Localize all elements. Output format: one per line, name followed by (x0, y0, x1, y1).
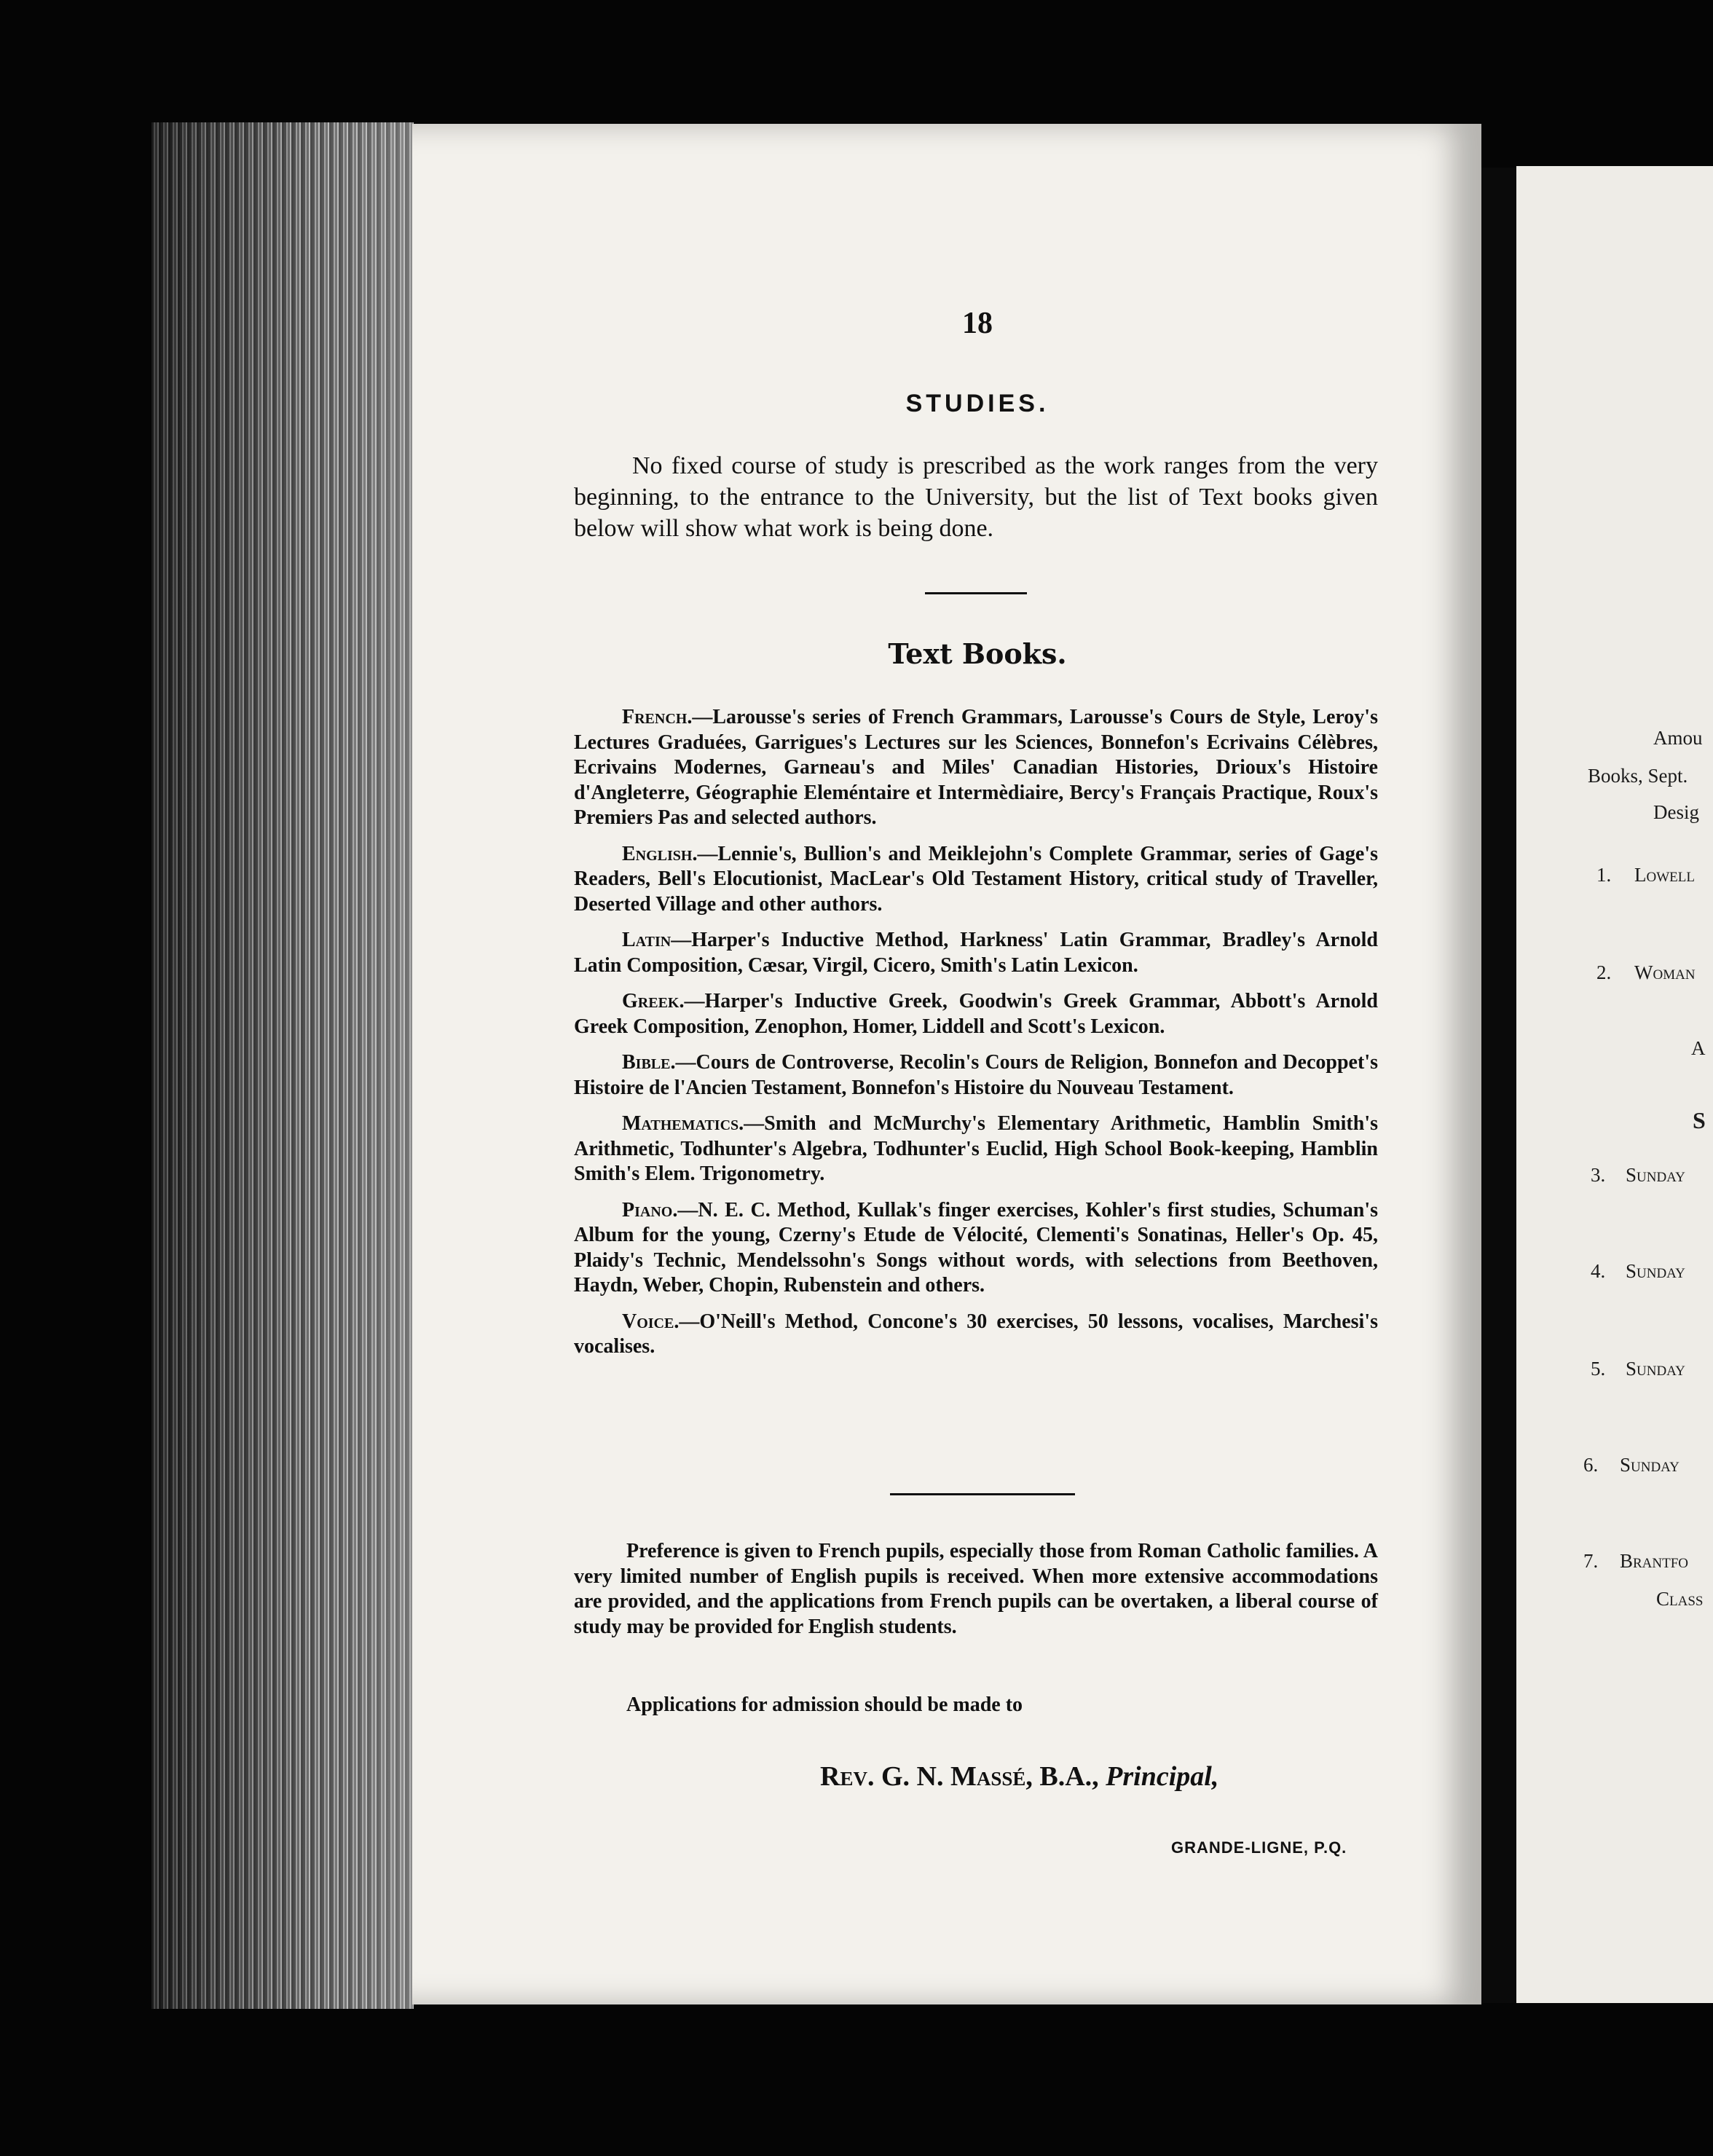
text-book-entry-french (574, 705, 1378, 831)
divider-rule (925, 592, 1027, 594)
next-page-text: Sunday (1626, 1164, 1685, 1186)
principal-name: Rev. G. N. Massé, B.A., (820, 1761, 1099, 1792)
text-books-heading: Text Books. (888, 637, 1067, 670)
next-page-text: 7. (1583, 1550, 1599, 1572)
subject-books: —Lennie's, Bullion's and Meiklejohn's Complete Grammar, series of Gage's Readers, Bell's Elocutionist, MacLear's Old Testament History, critical study of Traveller, Deserted Village and other authors. (574, 842, 1378, 916)
preference-note: Preference is given to French pupils, especially those from Roman Catholic families. A very limited number of English pupils is received. When more extensive accommodations are provided, and the applications from French pupils can be overtaken, a liberal course of study may be provided for English students. (574, 1540, 1378, 1638)
subject-books: —Harper's Inductive Method, Harkness' Latin Grammar, Bradley's Arnold Latin Composition, Cæsar, Virgil, Cicero, Smith's Latin Lexicon. (574, 929, 1378, 977)
next-page-text: 6. (1583, 1454, 1599, 1476)
next-page-text: Books, Sept. (1588, 765, 1688, 787)
subject-label: Bible. (622, 1051, 676, 1074)
subject-books: —O'Neill's Method, Concone's 30 exercises, 50 lessons, vocalises, Marchesi's vocalises. (574, 1310, 1378, 1358)
subject-label: French. (622, 706, 693, 728)
intro-paragraph: No fixed course of study is prescribed as the work ranges from the very beginning, to the entrance to the University, but the list of Text books given below will show what work is being done. (574, 452, 1378, 542)
book-page (412, 124, 1481, 2004)
book-page-edges (151, 122, 414, 2009)
next-page-text: S (1693, 1107, 1706, 1133)
next-page-text: A (1691, 1037, 1706, 1059)
next-page-text: Amou (1653, 727, 1703, 749)
subject-label: Piano. (622, 1198, 678, 1221)
applications-line: Applications for admission should be made to (626, 1693, 1023, 1716)
subject-books: —Larousse's series of French Grammars, Larousse's Cours de Style, Leroy's Lectures Graduées, Garrigues's Lectures sur les Sciences, Bonnefon's Ecrivains Célèbres, Ecrivains Modernes, Garneau's and Miles' Canadian Histories, Drioux's Histoire d'Angleterre, Géographie Eleméntaire et Intermèdiaire, Bercy's Français Practique, Roux's Premiers Pas and selected authors. (574, 706, 1378, 829)
subject-books: —Harper's Inductive Greek, Goodwin's Greek Grammar, Abbott's Arnold Greek Composition, Zenophon, Homer, Liddell and Scott's Lexicon. (574, 990, 1378, 1038)
next-page-text: Class (1656, 1588, 1704, 1610)
text-book-entry-greek (574, 989, 1378, 1039)
next-page-text: Woman (1634, 961, 1696, 983)
signature (820, 1760, 1218, 1793)
next-page-text: Brantfo (1620, 1550, 1689, 1572)
text-book-entry-latin (574, 928, 1378, 978)
adjacent-page (1516, 166, 1713, 2003)
next-page-text: Sunday (1626, 1358, 1685, 1380)
text-book-entry-bible (574, 1050, 1378, 1101)
subject-books: —Cours de Controverse, Recolin's Cours de Religion, Bonnefon and Decoppet's Histoire de l'Ancien Testament, Bonnefon's Histoire du Nouveau Testament. (574, 1051, 1378, 1099)
book-spine-gutter (1481, 168, 1516, 2003)
next-page-text: Lowell (1634, 864, 1695, 886)
next-page-text: 3. (1591, 1164, 1606, 1186)
subject-books: —Smith and McMurchy's Elementary Arithmetic, Hamblin Smith's Arithmetic, Todhunter's Algebra, Todhunter's Euclid, High School Book-keeping, Hamblin Smith's Elem. Trigonometry. (574, 1112, 1378, 1185)
text-books-list (574, 705, 1378, 1371)
page-number: 18 (962, 307, 993, 340)
principal-title: Principal, (1106, 1761, 1219, 1792)
text-book-entry-english (574, 842, 1378, 918)
divider-rule (890, 1493, 1075, 1495)
next-page-text: Desig (1653, 801, 1699, 823)
next-page-text: Sunday (1620, 1454, 1679, 1476)
location-line: GRANDE-LIGNE, P.Q. (1171, 1838, 1347, 1857)
subject-label: Greek. (622, 990, 685, 1012)
next-page-text: 2. (1596, 961, 1612, 983)
next-page-text: 5. (1591, 1358, 1606, 1380)
subject-label: Mathematics. (622, 1112, 744, 1135)
subject-label: Voice. (622, 1310, 680, 1333)
next-page-text: Sunday (1626, 1260, 1685, 1282)
next-page-text: 1. (1596, 864, 1612, 886)
next-page-text: 4. (1591, 1260, 1606, 1282)
text-book-entry-piano (574, 1198, 1378, 1299)
section-heading: STUDIES. (905, 390, 1050, 417)
subject-books: —N. E. C. Method, Kullak's finger exercises, Kohler's first studies, Schuman's Album for the young, Czerny's Etude de Vélocité, Clementi's Sonatinas, Heller's Op. 45, Plaidy's Technic, Mendelssohn's Songs without words, with selections from Beethoven, Haydn, Weber, Chopin, Rubenstein and others. (574, 1198, 1378, 1297)
subject-label: English. (622, 842, 698, 865)
text-book-entry-mathematics (574, 1112, 1378, 1187)
subject-label: Latin (622, 929, 672, 951)
text-book-entry-voice (574, 1310, 1378, 1360)
